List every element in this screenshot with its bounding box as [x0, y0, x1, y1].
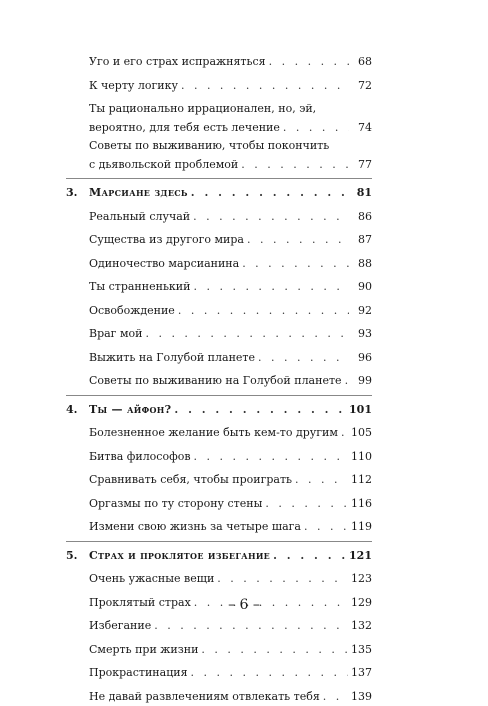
toc-entry-page: 119: [351, 518, 372, 537]
toc-entry-page: 90: [352, 278, 372, 297]
leader-dots: [283, 119, 349, 138]
toc-entry[interactable]: [66, 424, 372, 443]
section-divider: [66, 541, 372, 542]
toc-entry-label: Реальный случай: [89, 208, 190, 227]
toc-entry-label: Освобождение: [89, 302, 175, 321]
toc-entry-label: Болезненное желание быть кем-то другим: [89, 424, 338, 443]
leader-dots: [247, 231, 349, 250]
toc-entry-page: 93: [352, 325, 372, 344]
leader-dots: [341, 424, 348, 443]
toc-entry-page: 77: [352, 156, 372, 175]
toc-entry-label: Измени свою жизнь за четыре шага: [89, 518, 301, 537]
leader-dots: [273, 547, 346, 566]
leader-dots: [154, 617, 348, 636]
toc-entry-label: Оргазмы по ту сторону стены: [89, 495, 262, 514]
leader-dots: [269, 53, 349, 72]
toc-entry[interactable]: [66, 372, 372, 391]
leader-dots: [242, 255, 349, 274]
toc-entry-label: Существа из другого мира: [89, 231, 244, 250]
toc-entry[interactable]: [66, 278, 372, 297]
toc-chapter-3[interactable]: [66, 184, 372, 203]
toc-entry[interactable]: [66, 231, 372, 250]
toc-entry[interactable]: [66, 688, 372, 706]
toc-entry-label: Избегание: [89, 617, 151, 636]
toc-entry-page: 86: [352, 208, 372, 227]
toc-entry-label: Не давай развлечениям отвлекать тебя: [89, 688, 320, 706]
leader-dots: [304, 518, 348, 537]
chapter-title: Марсиане здесь: [89, 184, 188, 203]
toc-entry[interactable]: [66, 156, 372, 175]
leader-dots: [241, 156, 349, 175]
toc-entry-page: 110: [351, 448, 372, 467]
leader-dots: [323, 688, 348, 706]
leader-dots: [191, 184, 349, 203]
toc-entry-label: Сравнивать себя, чтобы проиграть: [89, 471, 292, 490]
chapter-page: 101: [349, 401, 372, 420]
leader-dots: [145, 325, 349, 344]
leader-dots: [191, 664, 348, 683]
leader-dots: [194, 448, 348, 467]
toc-entry[interactable]: [66, 495, 372, 514]
toc-entry-page: 135: [351, 641, 372, 660]
toc-entry-page: 112: [351, 471, 372, 490]
toc-entry-label: Одиночество марсианина: [89, 255, 239, 274]
toc-entry[interactable]: [66, 518, 372, 537]
toc-entry-label: Враг мой: [89, 325, 142, 344]
chapter-title: Ты — айфон?: [89, 401, 171, 420]
toc-entry-page: 72: [352, 77, 372, 96]
leader-dots: [193, 208, 349, 227]
toc-entry-page: 123: [351, 570, 372, 589]
leader-dots: [174, 401, 346, 420]
toc-entry-label-line1[interactable]: Советы по выживанию, чтобы покончить: [66, 137, 372, 156]
toc-entry-page: 96: [352, 349, 372, 368]
toc-entry-page: 129: [351, 594, 372, 613]
toc-entry[interactable]: [66, 255, 372, 274]
leader-dots: [345, 372, 349, 391]
leader-dots: [258, 349, 349, 368]
toc-entry[interactable]: [66, 349, 372, 368]
chapter-number: 3.: [66, 184, 86, 203]
toc-entry[interactable]: [66, 77, 372, 96]
toc-entry-label: вероятно, для тебя есть лечение: [89, 119, 280, 138]
toc-entry[interactable]: [66, 471, 372, 490]
toc-entry-label: Советы по выживанию на Голубой планете: [89, 372, 342, 391]
toc-entry-page: 74: [352, 119, 372, 138]
toc-entry-page: 132: [351, 617, 372, 636]
toc-entry[interactable]: [66, 119, 372, 138]
toc-entry-label: Смерть при жизни: [89, 641, 198, 660]
leader-dots: [181, 77, 349, 96]
toc-entry-page: 68: [352, 53, 372, 72]
toc-chapter-4[interactable]: [66, 401, 372, 420]
chapter-number: 4.: [66, 401, 86, 420]
toc-entry-label: Ты странненький: [89, 278, 190, 297]
chapter-title: Страх и проклятое избегание: [89, 547, 270, 566]
toc-entry-page: 105: [351, 424, 372, 443]
chapter-page: 81: [352, 184, 372, 203]
toc-entry[interactable]: [66, 208, 372, 227]
leader-dots: [265, 495, 348, 514]
toc-entry-label: Битва философов: [89, 448, 191, 467]
toc-entry-label-line1[interactable]: Ты рационально иррационален, но, эй,: [66, 100, 372, 119]
toc-entry-page: 92: [352, 302, 372, 321]
leader-dots: [217, 570, 348, 589]
toc-entry-page: 87: [352, 231, 372, 250]
toc-entry-page: 116: [351, 495, 372, 514]
toc-entry-label: с дьявольской проблемой: [89, 156, 238, 175]
chapter-number: 5.: [66, 547, 86, 566]
toc-entry-label: Очень ужасные вещи: [89, 570, 214, 589]
toc-entry[interactable]: [66, 53, 372, 72]
toc-entry-label: Уго и его страх испражняться: [89, 53, 266, 72]
toc-entry[interactable]: [66, 664, 372, 683]
toc-entry[interactable]: [66, 302, 372, 321]
toc-entry-label: К черту логику: [89, 77, 178, 96]
toc-entry-page: 99: [352, 372, 372, 391]
leader-dots: [193, 278, 349, 297]
leader-dots: [295, 471, 348, 490]
toc-entry[interactable]: [66, 570, 372, 589]
chapter-page: 121: [349, 547, 372, 566]
toc-entry-page: 139: [351, 688, 372, 706]
toc-entry-label: Выжить на Голубой планете: [89, 349, 255, 368]
toc-entry-label: Проклятый страх: [89, 594, 191, 613]
leader-dots: [178, 302, 349, 321]
toc-entry-page: 137: [351, 664, 372, 683]
toc-entry-page: 88: [352, 255, 372, 274]
section-divider: [66, 395, 372, 396]
page-number: – 6 –: [0, 597, 488, 613]
section-divider: [66, 178, 372, 179]
toc-entry[interactable]: [66, 617, 372, 636]
toc-entry-label: Прокрастинация: [89, 664, 188, 683]
toc-entry[interactable]: [66, 325, 372, 344]
toc-entry[interactable]: [66, 448, 372, 467]
toc-chapter-5[interactable]: [66, 547, 372, 566]
